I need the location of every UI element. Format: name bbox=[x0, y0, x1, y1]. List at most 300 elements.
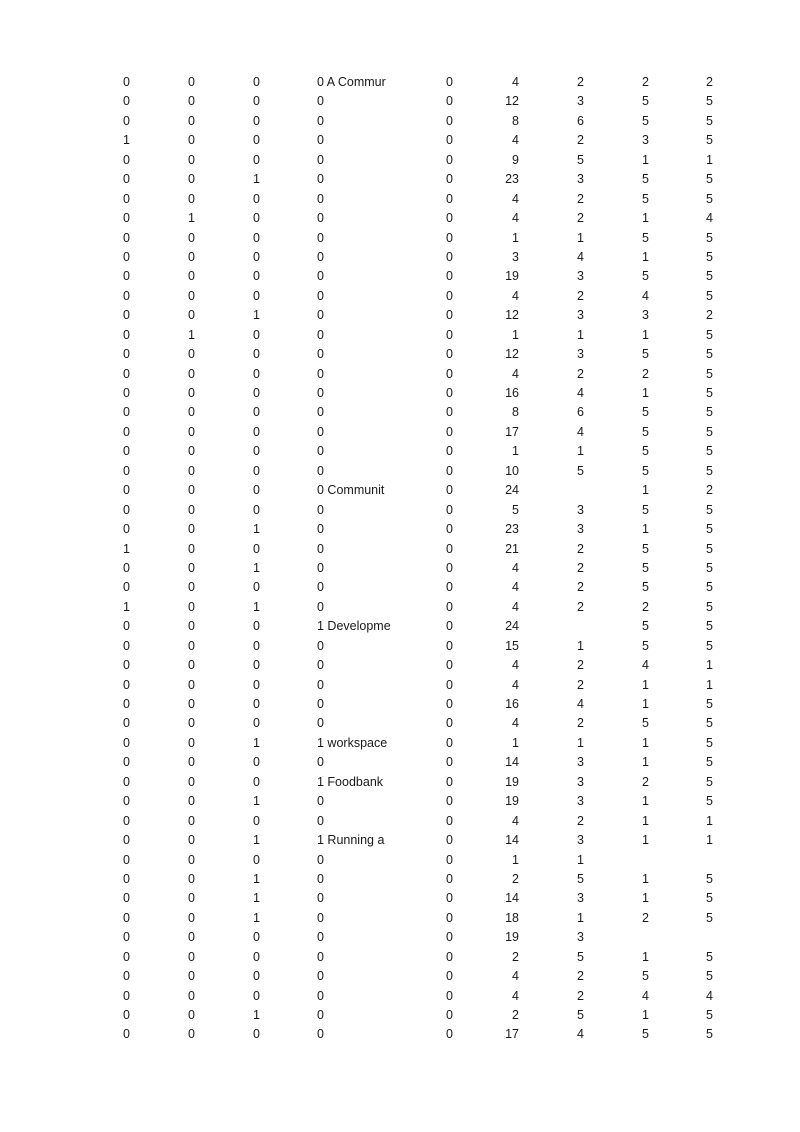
table-cell-col-7: 1 bbox=[642, 794, 649, 809]
table-cell-col-5: 17 bbox=[505, 424, 519, 439]
cell-text: 0 Communit bbox=[317, 483, 385, 498]
table-cell-col-8: 5 bbox=[706, 133, 713, 148]
table-cell-col-1: 0 bbox=[188, 619, 195, 634]
table-cell-col-5: 19 bbox=[505, 269, 519, 284]
table-cell-col-3 bbox=[317, 306, 393, 325]
table-cell-col-3 bbox=[317, 831, 393, 850]
table-row bbox=[0, 1025, 800, 1044]
table-cell-col-1: 0 bbox=[188, 735, 195, 750]
table-cell-col-4: 0 bbox=[446, 716, 453, 731]
table-cell-col-8: 5 bbox=[706, 560, 713, 575]
table-cell-col-6: 2 bbox=[577, 969, 584, 984]
table-cell-col-6: 1 bbox=[577, 230, 584, 245]
table-cell-col-6: 2 bbox=[577, 988, 584, 1003]
table-cell-col-1: 0 bbox=[188, 230, 195, 245]
table-row bbox=[0, 306, 800, 325]
table-cell-col-2: 0 bbox=[253, 716, 260, 731]
table-row bbox=[0, 112, 800, 131]
table-cell-col-2: 1 bbox=[253, 833, 260, 848]
table-cell-col-6: 3 bbox=[577, 502, 584, 517]
table-cell-col-5: 4 bbox=[512, 133, 519, 148]
table-cell-col-7: 1 bbox=[642, 677, 649, 692]
table-cell-col-2: 1 bbox=[253, 871, 260, 886]
table-cell-col-6: 6 bbox=[577, 113, 584, 128]
table-cell-col-3 bbox=[317, 1025, 393, 1044]
table-cell-col-8: 5 bbox=[706, 910, 713, 925]
table-cell-col-8: 5 bbox=[706, 463, 713, 478]
table-cell-col-6: 4 bbox=[577, 386, 584, 400]
table-cell-col-5: 1 bbox=[512, 735, 519, 750]
table-cell-col-7: 5 bbox=[642, 502, 649, 517]
table-cell-col-0: 0 bbox=[123, 522, 130, 537]
cell-text: 1 Foodbank bbox=[317, 774, 384, 789]
table-cell-col-1: 0 bbox=[188, 366, 195, 381]
cell-text: 0 bbox=[317, 988, 324, 1003]
table-cell-col-2: 0 bbox=[253, 327, 260, 342]
table-cell-col-0: 0 bbox=[123, 560, 130, 575]
table-cell-col-5: 15 bbox=[505, 638, 519, 653]
table-cell-col-3 bbox=[317, 695, 393, 714]
table-cell-col-1: 0 bbox=[188, 794, 195, 809]
table-cell-col-6: 1 bbox=[577, 852, 584, 867]
table-cell-col-2: 0 bbox=[253, 424, 260, 439]
table-cell-col-4: 0 bbox=[446, 75, 453, 89]
table-cell-col-8: 5 bbox=[706, 386, 713, 400]
cell-text: 0 bbox=[317, 522, 324, 537]
table-cell-col-2: 0 bbox=[253, 463, 260, 478]
cell-text: 0 bbox=[317, 94, 324, 109]
table-cell-col-0: 0 bbox=[123, 988, 130, 1003]
table-cell-col-1: 0 bbox=[188, 813, 195, 828]
table-row bbox=[0, 384, 800, 403]
table-cell-col-2: 0 bbox=[253, 249, 260, 264]
cell-text: 0 bbox=[317, 541, 324, 556]
table-cell-col-1: 0 bbox=[188, 424, 195, 439]
table-cell-col-5: 4 bbox=[512, 288, 519, 303]
table-cell-col-1: 0 bbox=[188, 541, 195, 556]
table-cell-col-2: 0 bbox=[253, 230, 260, 245]
table-cell-col-1: 0 bbox=[188, 94, 195, 109]
table-cell-col-5: 18 bbox=[505, 910, 519, 925]
table-cell-col-4: 0 bbox=[446, 405, 453, 420]
cell-text: 0 bbox=[317, 211, 324, 226]
table-cell-col-1: 1 bbox=[188, 327, 195, 342]
table-cell-col-8: 5 bbox=[706, 774, 713, 789]
table-row bbox=[0, 209, 800, 228]
table-cell-col-0: 0 bbox=[123, 113, 130, 128]
table-cell-col-1: 0 bbox=[188, 949, 195, 964]
table-row bbox=[0, 520, 800, 539]
table-cell-col-0: 0 bbox=[123, 463, 130, 478]
table-cell-col-7: 2 bbox=[642, 75, 649, 89]
table-cell-col-0: 0 bbox=[123, 288, 130, 303]
table-cell-col-1: 0 bbox=[188, 638, 195, 653]
table-cell-col-0: 0 bbox=[123, 774, 130, 789]
table-cell-col-5: 12 bbox=[505, 308, 519, 323]
table-cell-col-5: 21 bbox=[505, 541, 519, 556]
cell-text: 0 bbox=[317, 910, 324, 925]
table-cell-col-2: 0 bbox=[253, 697, 260, 711]
table-cell-col-2: 0 bbox=[253, 288, 260, 303]
table-cell-col-8: 5 bbox=[706, 366, 713, 381]
table-cell-col-2: 0 bbox=[253, 813, 260, 828]
table-cell-col-6: 2 bbox=[577, 133, 584, 148]
table-cell-col-2: 0 bbox=[253, 444, 260, 459]
table-cell-col-7: 5 bbox=[642, 94, 649, 109]
table-cell-col-6: 5 bbox=[577, 152, 584, 167]
table-cell-col-3 bbox=[317, 987, 393, 1006]
table-cell-col-2: 1 bbox=[253, 1008, 260, 1022]
table-cell-col-1: 0 bbox=[188, 75, 195, 89]
table-cell-col-4: 0 bbox=[446, 735, 453, 750]
table-cell-col-4: 0 bbox=[446, 1008, 453, 1022]
table-cell-col-1: 0 bbox=[188, 288, 195, 303]
table-row bbox=[0, 345, 800, 364]
table-cell-col-2: 0 bbox=[253, 405, 260, 420]
table-cell-col-8: 5 bbox=[706, 502, 713, 517]
table-row bbox=[0, 287, 800, 306]
cell-text: 0 bbox=[317, 677, 324, 692]
table-cell-col-7: 1 bbox=[642, 755, 649, 770]
table-cell-col-2: 0 bbox=[253, 658, 260, 673]
table-cell-col-2: 0 bbox=[253, 969, 260, 984]
table-cell-col-3 bbox=[317, 870, 393, 889]
table-cell-col-8: 4 bbox=[706, 211, 713, 226]
table-cell-col-2: 0 bbox=[253, 191, 260, 206]
table-cell-col-0: 0 bbox=[123, 502, 130, 517]
table-cell-col-3 bbox=[317, 598, 393, 617]
table-cell-col-3 bbox=[317, 1006, 393, 1025]
table-cell-col-3 bbox=[317, 948, 393, 967]
table-row bbox=[0, 617, 800, 636]
table-cell-col-3 bbox=[317, 345, 393, 364]
table-cell-col-7: 5 bbox=[642, 113, 649, 128]
table-cell-col-2: 0 bbox=[253, 541, 260, 556]
table-cell-col-4: 0 bbox=[446, 638, 453, 653]
table-cell-col-3 bbox=[317, 209, 393, 228]
table-cell-col-8: 5 bbox=[706, 230, 713, 245]
table-row bbox=[0, 753, 800, 772]
table-cell-col-0: 0 bbox=[123, 444, 130, 459]
table-cell-col-4: 0 bbox=[446, 755, 453, 770]
table-cell-col-6: 2 bbox=[577, 541, 584, 556]
table-cell-col-4: 0 bbox=[446, 658, 453, 673]
table-cell-col-0: 0 bbox=[123, 191, 130, 206]
table-cell-col-5: 10 bbox=[505, 463, 519, 478]
table-cell-col-3 bbox=[317, 753, 393, 772]
table-cell-col-8: 2 bbox=[706, 483, 713, 498]
table-cell-col-6: 1 bbox=[577, 638, 584, 653]
table-cell-col-1: 0 bbox=[188, 697, 195, 711]
table-cell-col-8: 5 bbox=[706, 522, 713, 537]
cell-text: 0 bbox=[317, 716, 324, 731]
table-cell-col-6: 4 bbox=[577, 697, 584, 711]
cell-text: 0 bbox=[317, 133, 324, 148]
table-cell-col-4: 0 bbox=[446, 833, 453, 848]
table-cell-col-8: 5 bbox=[706, 444, 713, 459]
table-cell-col-8: 1 bbox=[706, 152, 713, 167]
table-row bbox=[0, 578, 800, 597]
table-row bbox=[0, 73, 800, 92]
table-cell-col-4: 0 bbox=[446, 133, 453, 148]
table-cell-col-5: 4 bbox=[512, 658, 519, 673]
table-cell-col-7: 5 bbox=[642, 1027, 649, 1042]
table-cell-col-1: 0 bbox=[188, 386, 195, 400]
table-cell-col-4: 0 bbox=[446, 172, 453, 187]
table-cell-col-6: 1 bbox=[577, 444, 584, 459]
table-cell-col-7: 1 bbox=[642, 522, 649, 537]
table-row bbox=[0, 598, 800, 617]
table-cell-col-7: 5 bbox=[642, 969, 649, 984]
table-cell-col-4: 0 bbox=[446, 249, 453, 264]
table-cell-col-3 bbox=[317, 637, 393, 656]
table-row bbox=[0, 637, 800, 656]
table-cell-col-6: 2 bbox=[577, 599, 584, 614]
table-row bbox=[0, 695, 800, 714]
table-cell-col-5: 24 bbox=[505, 619, 519, 634]
table-cell-col-7: 5 bbox=[642, 424, 649, 439]
cell-text: 0 bbox=[317, 930, 324, 945]
table-cell-col-0: 0 bbox=[123, 94, 130, 109]
table-cell-col-4: 0 bbox=[446, 969, 453, 984]
table-cell-col-6: 2 bbox=[577, 658, 584, 673]
table-cell-col-1: 0 bbox=[188, 463, 195, 478]
table-cell-col-6: 3 bbox=[577, 794, 584, 809]
cell-text: 0 bbox=[317, 697, 324, 711]
table-cell-col-2: 1 bbox=[253, 599, 260, 614]
table-cell-col-7: 5 bbox=[642, 463, 649, 478]
table-cell-col-0: 0 bbox=[123, 871, 130, 886]
table-cell-col-6: 3 bbox=[577, 269, 584, 284]
cell-text: 0 bbox=[317, 755, 324, 770]
table-cell-col-1: 0 bbox=[188, 988, 195, 1003]
table-cell-col-3 bbox=[317, 442, 393, 461]
table-cell-col-0: 0 bbox=[123, 697, 130, 711]
cell-text: 0 bbox=[317, 463, 324, 478]
table-row bbox=[0, 248, 800, 267]
table-cell-col-6: 5 bbox=[577, 1008, 584, 1022]
table-cell-col-6: 3 bbox=[577, 891, 584, 906]
table-cell-col-6: 2 bbox=[577, 580, 584, 595]
table-row bbox=[0, 267, 800, 286]
table-cell-col-3 bbox=[317, 229, 393, 248]
table-cell-col-2: 1 bbox=[253, 794, 260, 809]
cell-text: 1 Running a bbox=[317, 833, 385, 848]
table-cell-col-7: 1 bbox=[642, 891, 649, 906]
table-cell-col-4: 0 bbox=[446, 774, 453, 789]
table-cell-col-0: 0 bbox=[123, 269, 130, 284]
table-cell-col-8: 1 bbox=[706, 658, 713, 673]
table-cell-col-7: 3 bbox=[642, 133, 649, 148]
table-cell-col-4: 0 bbox=[446, 580, 453, 595]
table-cell-col-1: 0 bbox=[188, 522, 195, 537]
table-cell-col-5: 4 bbox=[512, 366, 519, 381]
table-cell-col-3 bbox=[317, 73, 393, 92]
table-cell-col-1: 0 bbox=[188, 716, 195, 731]
table-row bbox=[0, 170, 800, 189]
table-cell-col-0: 0 bbox=[123, 347, 130, 362]
cell-text: 0 bbox=[317, 405, 324, 420]
table-cell-col-4: 0 bbox=[446, 910, 453, 925]
table-cell-col-6: 2 bbox=[577, 677, 584, 692]
table-row bbox=[0, 889, 800, 908]
table-cell-col-1: 0 bbox=[188, 172, 195, 187]
cell-text: 0 bbox=[317, 269, 324, 284]
table-cell-col-0: 0 bbox=[123, 308, 130, 323]
table-row bbox=[0, 131, 800, 150]
table-cell-col-3 bbox=[317, 112, 393, 131]
table-cell-col-2: 0 bbox=[253, 1027, 260, 1042]
cell-text: 0 bbox=[317, 852, 324, 867]
table-cell-col-4: 0 bbox=[446, 560, 453, 575]
table-cell-col-6: 2 bbox=[577, 716, 584, 731]
table-cell-col-0: 0 bbox=[123, 211, 130, 226]
table-cell-col-1: 0 bbox=[188, 308, 195, 323]
table-cell-col-5: 9 bbox=[512, 152, 519, 167]
table-cell-col-4: 0 bbox=[446, 424, 453, 439]
table-cell-col-4: 0 bbox=[446, 541, 453, 556]
table-cell-col-8: 5 bbox=[706, 735, 713, 750]
table-cell-col-3 bbox=[317, 851, 393, 870]
table-cell-col-1: 0 bbox=[188, 133, 195, 148]
table-cell-col-5: 14 bbox=[505, 755, 519, 770]
table-cell-col-5: 19 bbox=[505, 774, 519, 789]
table-cell-col-2: 0 bbox=[253, 366, 260, 381]
table-cell-col-8: 5 bbox=[706, 94, 713, 109]
table-cell-col-8: 5 bbox=[706, 599, 713, 614]
table-cell-col-2: 1 bbox=[253, 308, 260, 323]
table-cell-col-4: 0 bbox=[446, 988, 453, 1003]
table-row bbox=[0, 462, 800, 481]
table-cell-col-5: 4 bbox=[512, 560, 519, 575]
table-cell-col-8: 5 bbox=[706, 113, 713, 128]
table-cell-col-8: 5 bbox=[706, 249, 713, 264]
cell-text: 0 bbox=[317, 871, 324, 886]
table-cell-col-8: 5 bbox=[706, 424, 713, 439]
table-cell-col-4: 0 bbox=[446, 463, 453, 478]
cell-text: 1 workspace bbox=[317, 735, 388, 750]
table-cell-col-5: 4 bbox=[512, 211, 519, 226]
table-cell-col-3 bbox=[317, 287, 393, 306]
table-row bbox=[0, 481, 800, 500]
table-cell-col-6: 2 bbox=[577, 211, 584, 226]
table-cell-col-6: 3 bbox=[577, 930, 584, 945]
table-cell-col-8: 5 bbox=[706, 269, 713, 284]
table-cell-col-6: 2 bbox=[577, 366, 584, 381]
table-cell-col-1: 0 bbox=[188, 658, 195, 673]
table-cell-col-2: 0 bbox=[253, 638, 260, 653]
table-row bbox=[0, 540, 800, 559]
table-row bbox=[0, 714, 800, 733]
table-row bbox=[0, 229, 800, 248]
table-cell-col-7: 5 bbox=[642, 580, 649, 595]
table-cell-col-7: 1 bbox=[642, 152, 649, 167]
table-cell-col-6: 2 bbox=[577, 288, 584, 303]
table-cell-col-3 bbox=[317, 248, 393, 267]
table-row bbox=[0, 792, 800, 811]
table-cell-col-5: 8 bbox=[512, 405, 519, 420]
table-cell-col-2: 1 bbox=[253, 522, 260, 537]
table-cell-col-3 bbox=[317, 676, 393, 695]
table-cell-col-3 bbox=[317, 462, 393, 481]
table-row bbox=[0, 656, 800, 675]
table-cell-col-7: 5 bbox=[642, 191, 649, 206]
table-cell-col-7: 5 bbox=[642, 560, 649, 575]
cell-text: 0 bbox=[317, 191, 324, 206]
table-cell-col-6: 3 bbox=[577, 308, 584, 323]
table-cell-col-4: 0 bbox=[446, 794, 453, 809]
table-cell-col-7: 1 bbox=[642, 833, 649, 848]
table-cell-col-3 bbox=[317, 403, 393, 422]
table-cell-col-0: 0 bbox=[123, 735, 130, 750]
table-cell-col-7: 4 bbox=[642, 288, 649, 303]
table-cell-col-0: 0 bbox=[123, 230, 130, 245]
table-cell-col-3 bbox=[317, 520, 393, 539]
table-cell-col-7: 5 bbox=[642, 347, 649, 362]
table-cell-col-4: 0 bbox=[446, 211, 453, 226]
table-cell-col-0: 0 bbox=[123, 755, 130, 770]
table-cell-col-7: 1 bbox=[642, 949, 649, 964]
table-cell-col-4: 0 bbox=[446, 949, 453, 964]
table-cell-col-2: 0 bbox=[253, 386, 260, 400]
table-cell-col-6: 2 bbox=[577, 75, 584, 89]
table-cell-col-4: 0 bbox=[446, 230, 453, 245]
table-cell-col-2: 0 bbox=[253, 755, 260, 770]
table-cell-col-5: 4 bbox=[512, 75, 519, 89]
table-row bbox=[0, 909, 800, 928]
table-cell-col-3 bbox=[317, 773, 393, 792]
table-row bbox=[0, 948, 800, 967]
table-cell-col-6: 5 bbox=[577, 949, 584, 964]
table-cell-col-1: 0 bbox=[188, 560, 195, 575]
table-row bbox=[0, 831, 800, 850]
table-cell-col-8: 1 bbox=[706, 677, 713, 692]
table-cell-col-6: 6 bbox=[577, 405, 584, 420]
cell-text: 0 bbox=[317, 288, 324, 303]
table-cell-col-5: 8 bbox=[512, 113, 519, 128]
table-cell-col-2: 1 bbox=[253, 560, 260, 575]
table-row bbox=[0, 559, 800, 578]
table-cell-col-3 bbox=[317, 501, 393, 520]
table-cell-col-4: 0 bbox=[446, 852, 453, 867]
table-cell-col-8: 5 bbox=[706, 638, 713, 653]
table-row bbox=[0, 987, 800, 1006]
table-cell-col-1: 0 bbox=[188, 483, 195, 498]
table-cell-col-3 bbox=[317, 365, 393, 384]
cell-text: 0 bbox=[317, 230, 324, 245]
table-cell-col-6: 3 bbox=[577, 755, 584, 770]
table-cell-col-0: 0 bbox=[123, 619, 130, 634]
table-cell-col-5: 14 bbox=[505, 891, 519, 906]
table-cell-col-7: 5 bbox=[642, 172, 649, 187]
table-cell-col-7: 5 bbox=[642, 230, 649, 245]
table-cell-col-7: 5 bbox=[642, 405, 649, 420]
table-row bbox=[0, 676, 800, 695]
table-cell-col-0: 1 bbox=[123, 599, 130, 614]
table-cell-col-0: 0 bbox=[123, 366, 130, 381]
table-cell-col-4: 0 bbox=[446, 191, 453, 206]
table-cell-col-0: 0 bbox=[123, 969, 130, 984]
table-cell-col-3 bbox=[317, 714, 393, 733]
table-cell-col-6: 4 bbox=[577, 1027, 584, 1042]
table-cell-col-5: 23 bbox=[505, 522, 519, 537]
table-cell-col-7: 5 bbox=[642, 444, 649, 459]
table-cell-col-0: 1 bbox=[123, 541, 130, 556]
table-cell-col-7: 4 bbox=[642, 658, 649, 673]
table-cell-col-7: 1 bbox=[642, 735, 649, 750]
table-cell-col-7: 1 bbox=[642, 483, 649, 498]
table-cell-col-6: 5 bbox=[577, 871, 584, 886]
